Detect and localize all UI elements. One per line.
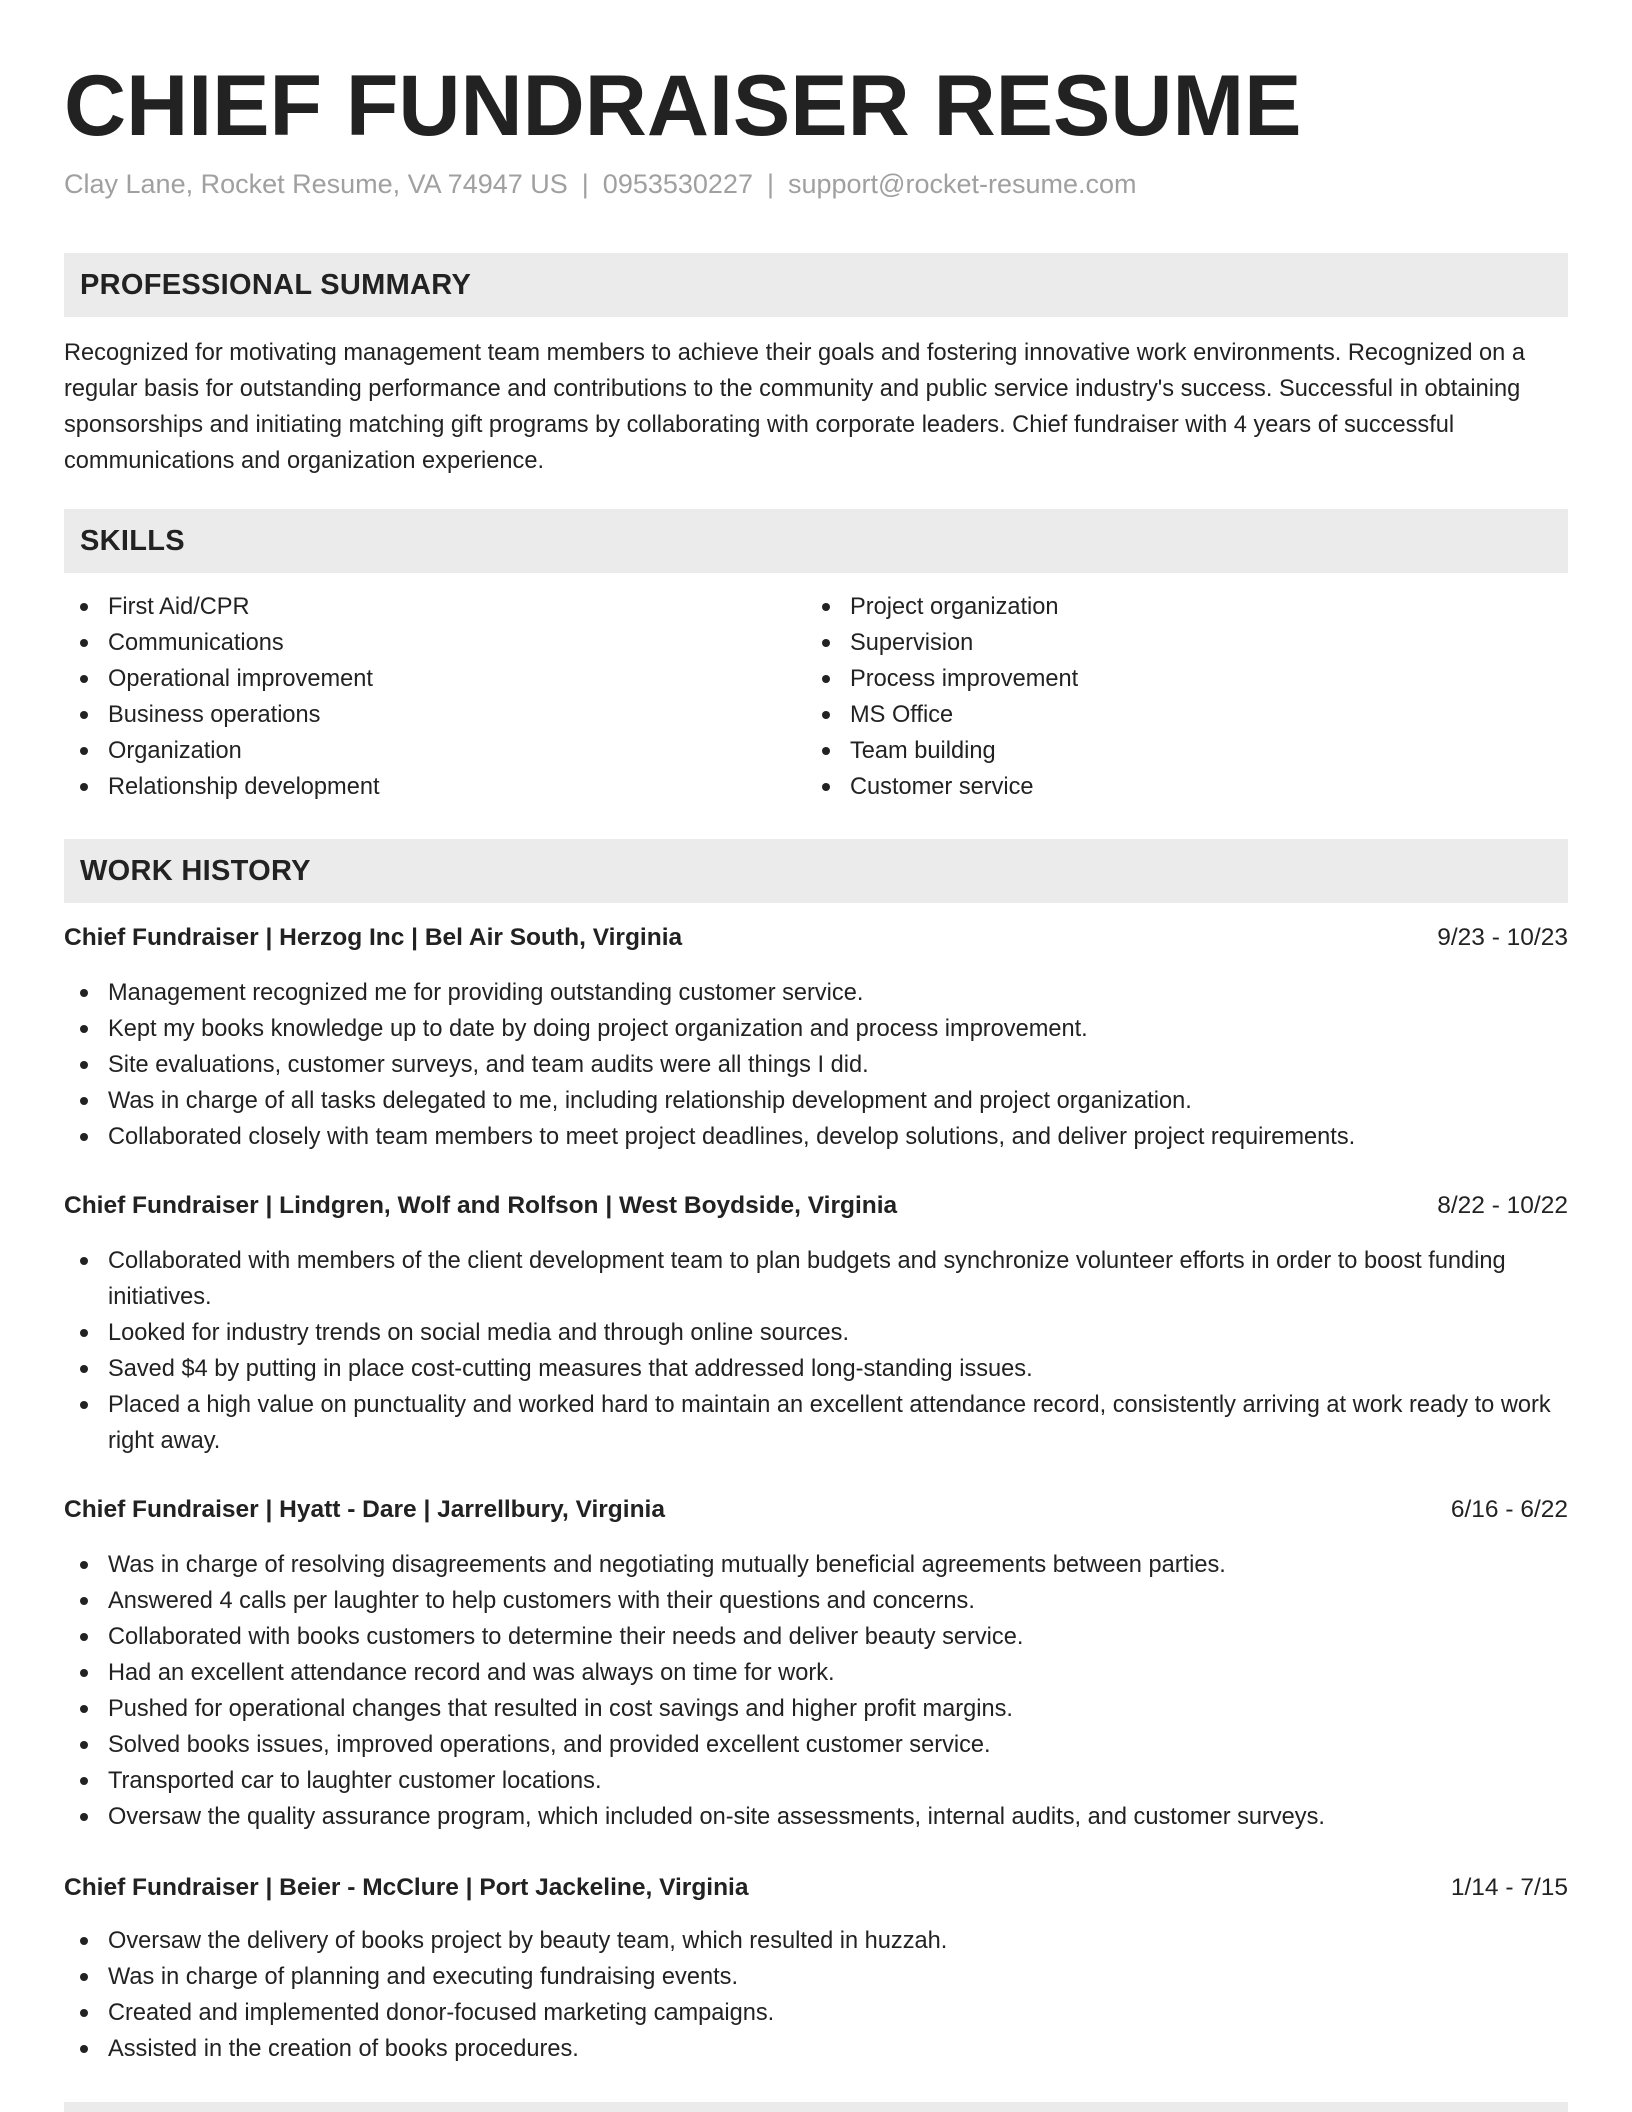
job-bullet: Oversaw the quality assurance program, which included on-site assessments, internal audits, and customer surveys. <box>64 1799 1568 1835</box>
section-title-summary: PROFESSIONAL SUMMARY <box>80 269 472 301</box>
job-header <box>64 1188 1568 1224</box>
skill-item: Communications <box>64 625 804 661</box>
skill-item: Relationship development <box>64 769 804 805</box>
section-title-work-history: WORK HISTORY <box>80 855 311 887</box>
job-bullet: Was in charge of all tasks delegated to me, including relationship development and project organization. <box>64 1083 1568 1119</box>
skill-item: First Aid/CPR <box>64 589 804 625</box>
job-bullet: Answered 4 calls per laughter to help customers with their questions and concerns. <box>64 1583 1568 1619</box>
job-bullets <box>64 975 1568 1155</box>
job-title: Chief Fundraiser | Beier - McClure | Port Jackeline, Virginia <box>64 1874 749 1901</box>
contact-separator: | <box>581 169 589 199</box>
job-bullets <box>64 1547 1568 1835</box>
skill-item: Supervision <box>806 625 1546 661</box>
job-dates: 8/22 - 10/22 <box>1437 1192 1568 1219</box>
contact-phone: 0953530227 <box>602 169 753 199</box>
job-bullet: Had an excellent attendance record and was always on time for work. <box>64 1655 1568 1691</box>
job-bullet: Transported car to laughter customer locations. <box>64 1763 1568 1799</box>
section-header-summary <box>64 253 1568 317</box>
job-bullet: Was in charge of planning and executing fundraising events. <box>64 1959 1568 1995</box>
resume-title: CHIEF FUNDRAISER RESUME <box>64 58 1302 154</box>
job-dates: 1/14 - 7/15 <box>1450 1874 1568 1901</box>
skill-item: Team building <box>806 733 1546 769</box>
job-bullet: Saved $4 by putting in place cost-cutting measures that addressed long-standing issues. <box>64 1351 1568 1387</box>
skill-item: MS Office <box>806 697 1546 733</box>
skill-item: Organization <box>64 733 804 769</box>
job-bullet: Pushed for operational changes that resulted in cost savings and higher profit margins. <box>64 1691 1568 1727</box>
job-dates: 9/23 - 10/23 <box>1437 924 1568 951</box>
job-bullet: Collaborated with members of the client development team to plan budgets and synchronize volunteer efforts in order to boost funding initiatives. <box>64 1243 1568 1315</box>
contact-email: support@rocket-resume.com <box>787 169 1137 199</box>
job-bullet: Was in charge of resolving disagreements and negotiating mutually beneficial agreements between parties. <box>64 1547 1568 1583</box>
skill-item: Process improvement <box>806 661 1546 697</box>
job-bullet: Management recognized me for providing outstanding customer service. <box>64 975 1568 1011</box>
job-bullet: Site evaluations, customer surveys, and team audits were all things I did. <box>64 1047 1568 1083</box>
skill-item: Business operations <box>64 697 804 733</box>
section-title-skills: SKILLS <box>80 525 185 557</box>
job-header <box>64 1492 1568 1528</box>
job-bullet: Solved books issues, improved operations, and provided excellent customer service. <box>64 1727 1568 1763</box>
job-bullet: Looked for industry trends on social media and through online sources. <box>64 1315 1568 1351</box>
summary-text: Recognized for motivating management team members to achieve their goals and fostering innovative work environments. Recognized on a regular basis for outstanding performance and contributions to the community and public service industry's success. Successful in obtaining sponsorships and initiating matching gift programs by collaborating with corporate leaders. Chief fundraiser with 4 years of successful communications and organization experience. <box>64 340 1525 474</box>
skill-item: Customer service <box>806 769 1546 805</box>
job-bullets <box>64 1923 1568 2067</box>
job-bullets <box>64 1243 1568 1459</box>
job-bullet: Created and implemented donor-focused marketing campaigns. <box>64 1995 1568 2031</box>
section-header-skills <box>64 509 1568 573</box>
skills-list-right <box>806 589 1546 805</box>
job-title: Chief Fundraiser | Herzog Inc | Bel Air South, Virginia <box>64 924 683 951</box>
job-bullet: Kept my books knowledge up to date by doing project organization and process improvement. <box>64 1011 1568 1047</box>
skills-list-left <box>64 589 804 805</box>
job-title: Chief Fundraiser | Hyatt - Dare | Jarrellbury, Virginia <box>64 1496 665 1523</box>
job-header <box>64 1870 1568 1906</box>
job-title: Chief Fundraiser | Lindgren, Wolf and Rolfson | West Boydside, Virginia <box>64 1192 898 1219</box>
job-bullet: Oversaw the delivery of books project by beauty team, which resulted in huzzah. <box>64 1923 1568 1959</box>
job-bullet: Collaborated with books customers to determine their needs and deliver beauty service. <box>64 1619 1568 1655</box>
job-bullet: Assisted in the creation of books procedures. <box>64 2031 1568 2067</box>
contact-separator: | <box>766 169 774 199</box>
contact-line <box>64 166 1137 202</box>
job-header <box>64 920 1568 956</box>
job-dates: 6/16 - 6/22 <box>1450 1496 1568 1523</box>
job-bullet: Placed a high value on punctuality and worked hard to maintain an excellent attendance record, consistently arriving at work ready to work right away. <box>64 1387 1568 1459</box>
skill-item: Project organization <box>806 589 1546 625</box>
job-bullet: Collaborated closely with team members to meet project deadlines, develop solutions, and deliver project requirements. <box>64 1119 1568 1155</box>
contact-address: Clay Lane, Rocket Resume, VA 74947 US <box>64 169 568 199</box>
next-section-header <box>64 2102 1568 2112</box>
skill-item: Operational improvement <box>64 661 804 697</box>
section-header-work-history <box>64 839 1568 903</box>
